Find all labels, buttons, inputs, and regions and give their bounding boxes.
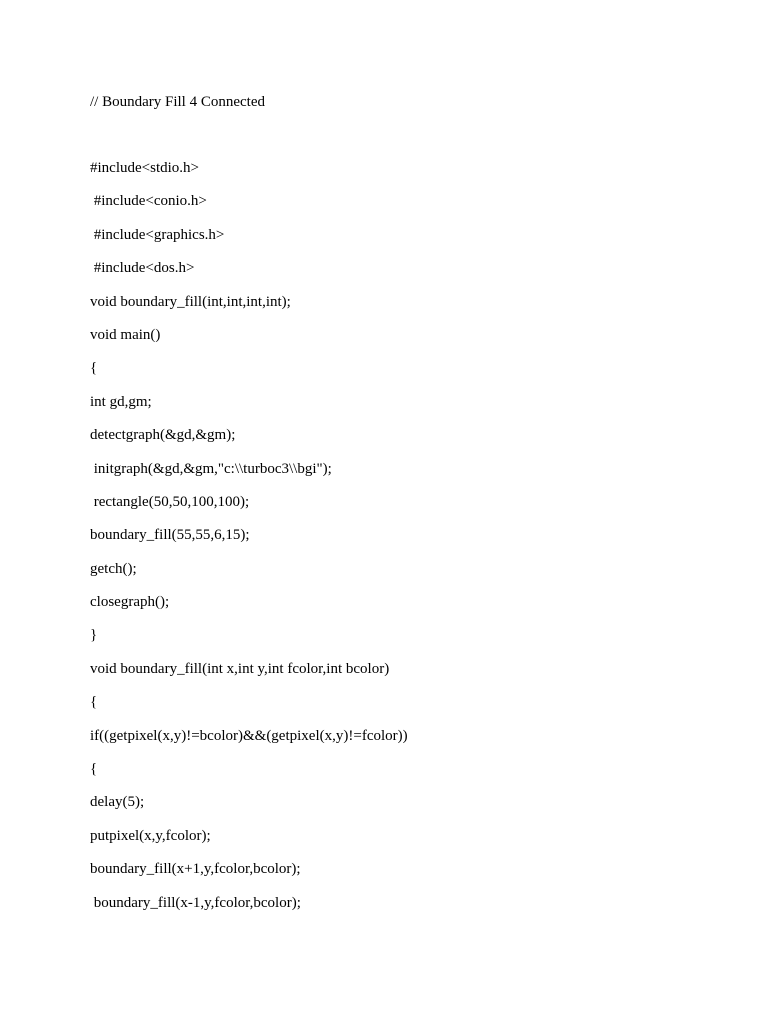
code-line: #include<conio.h>	[90, 193, 207, 210]
document-body	[90, 93, 710, 927]
code-line: closegraph();	[90, 594, 170, 611]
code-line: }	[90, 627, 98, 644]
code-line: void boundary_fill(int,int,int,int);	[90, 293, 291, 310]
code-line: boundary_fill(x+1,y,fcolor,bcolor);	[90, 861, 301, 878]
code-line: getch();	[90, 560, 137, 577]
code-line: delay(5);	[90, 794, 145, 811]
code-line: #include<graphics.h>	[90, 226, 225, 243]
code-line: putpixel(x,y,fcolor);	[90, 827, 211, 844]
document-title: // Boundary Fill 4 Connected	[90, 94, 265, 110]
code-line: void main()	[90, 326, 161, 343]
code-line: {	[90, 360, 98, 377]
code-line: boundary_fill(x-1,y,fcolor,bcolor);	[90, 894, 301, 911]
code-line: void boundary_fill(int x,int y,int fcolor,int bcolor)	[90, 660, 390, 677]
code-line: int gd,gm;	[90, 393, 152, 410]
code-line: {	[90, 694, 98, 711]
code-line: initgraph(&gd,&gm,"c:\\turboc3\\bgi");	[90, 460, 332, 477]
code-line: boundary_fill(55,55,6,15);	[90, 527, 250, 544]
code-line: if((getpixel(x,y)!=bcolor)&&(getpixel(x,y)!=fcolor))	[90, 727, 408, 744]
code-line: detectgraph(&gd,&gm);	[90, 427, 236, 444]
code-line: {	[90, 761, 98, 778]
code-line: #include<dos.h>	[90, 260, 195, 277]
code-line: rectangle(50,50,100,100);	[90, 493, 250, 510]
code-line: #include<stdio.h>	[90, 160, 199, 176]
